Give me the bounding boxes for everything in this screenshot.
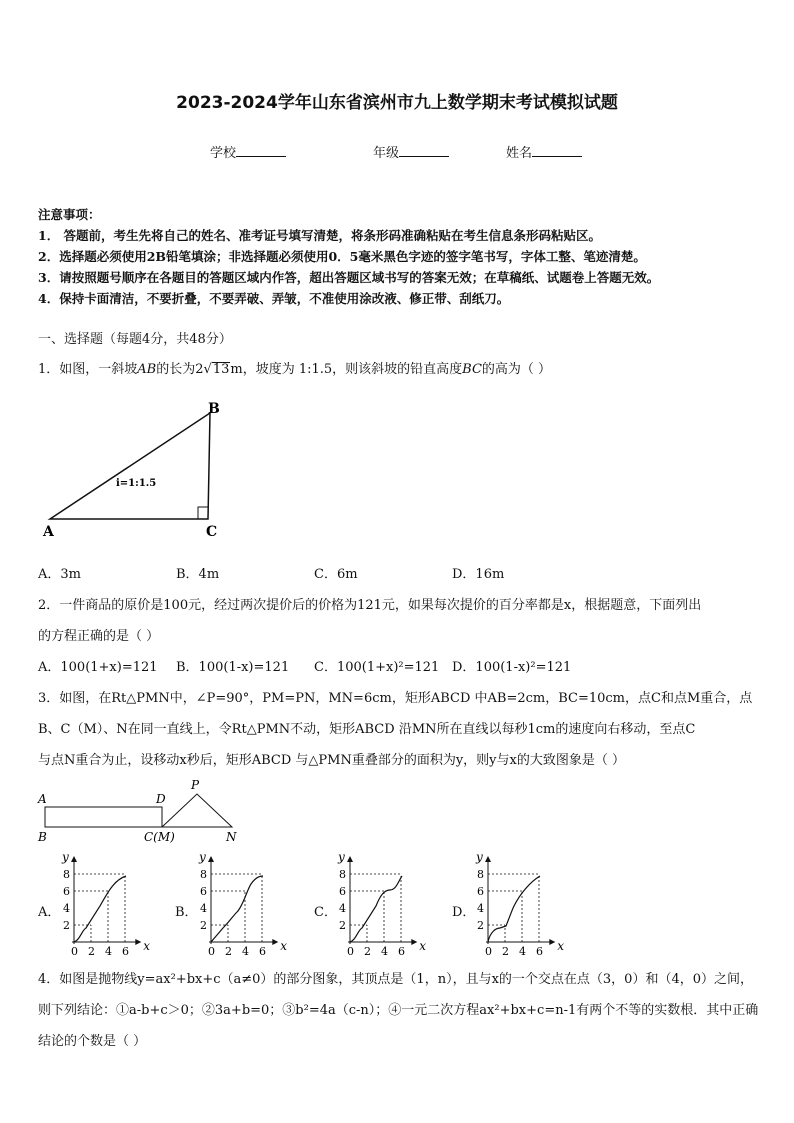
sqrt-icon: √ (203, 362, 212, 377)
note-item: 4．保持卡面清洁，不要折叠，不要弄破、弄皱，不准使用涂改液、修正带、刮纸刀。 (38, 291, 510, 306)
y-tick-label: 6 (477, 885, 484, 898)
right-angle-mark (198, 507, 208, 519)
curve-d (488, 876, 540, 942)
page-title: 2023-2024学年山东省滨州市九上数学期末考试模拟试题 (176, 93, 618, 113)
y-tick-label: 4 (477, 902, 484, 915)
y-tick-label: 8 (63, 868, 70, 881)
x-axis-label: x (280, 939, 288, 953)
question-1 (38, 358, 551, 377)
label-b: B (38, 830, 47, 844)
y-tick-label: 6 (339, 885, 346, 898)
triangle-pmn (162, 794, 232, 827)
y-axis-arrow-icon (347, 856, 353, 862)
x-tick-label: 4 (105, 945, 112, 958)
curve-b (211, 876, 263, 942)
note-item: 3．请按照题号顺序在各题目的答题区域内作答，超出答题区域书写的答案无效；在草稿纸、试题卷上答题无效。 (38, 270, 660, 285)
y-axis-label: y (62, 850, 69, 864)
q1-text: 1．如图，一斜坡 (38, 362, 138, 377)
y-tick-label: 8 (339, 868, 346, 881)
x-tick-label: 2 (225, 945, 232, 958)
q3-option-a[interactable]: A． (38, 905, 61, 920)
x-tick-label: 2 (502, 945, 509, 958)
q3-graph-c[interactable] (332, 850, 432, 958)
x-axis-arrow-icon (411, 939, 417, 945)
q1-radicand: 13 (212, 362, 230, 377)
y-axis-arrow-icon (485, 856, 491, 862)
q1-option-c[interactable]: C．6m (314, 567, 358, 582)
x-tick-label: 0 (347, 945, 354, 958)
label-p: P (191, 778, 200, 792)
x-tick-label: 0 (71, 945, 78, 958)
q3-graph-b[interactable] (193, 850, 293, 958)
x-tick-label: 4 (519, 945, 526, 958)
q1-coef: 2 (195, 362, 204, 377)
x-tick-label: 6 (536, 945, 543, 958)
note-item: 2．选择题必须使用2B铅笔填涂；非选择题必须使用0．5毫米黑色字迹的签字笔书写，字体工整、笔迹清楚。 (38, 249, 646, 264)
grade-label: 年级 (373, 146, 400, 161)
question-4-line3: 结论的个数是（ ） (38, 1034, 147, 1049)
label-b: B (208, 401, 220, 417)
q3-graph-d[interactable] (470, 850, 570, 958)
y-axis-label: y (199, 850, 206, 864)
q1-option-b[interactable]: B．4m (176, 567, 220, 582)
x-tick-label: 6 (398, 945, 405, 958)
question-4-line2: 则下列结论：①a-b+c＞0；②3a+b=0；③b²=4a（c-n）；④一元二次方程ax²+bx+c=n-1有两个不等的实数根．其中正确 (38, 1003, 759, 1018)
question-2-line1: 2．一件商品的原价是100元，经过两次提价后的价格为121元，如果每次提价的百分率都是x，根据题意，下面列出 (38, 598, 702, 613)
q3-graph-a[interactable] (56, 850, 156, 958)
curve-a (74, 876, 126, 942)
y-tick-label: 4 (200, 902, 207, 915)
q1-text: m，坡度为 1:1.5，则该斜坡的铅直高度 (230, 362, 463, 377)
rectangle-abcd (45, 807, 162, 827)
y-tick-label: 2 (339, 919, 346, 932)
slope-label: i=1:1.5 (116, 478, 157, 489)
q2-option-b[interactable]: B．100(1-x)=121 (176, 660, 290, 675)
y-tick-label: 2 (63, 919, 70, 932)
x-axis-arrow-icon (272, 939, 278, 945)
label-d: D (156, 792, 166, 806)
x-axis-label: x (557, 939, 565, 953)
q3-option-b[interactable]: B． (175, 905, 198, 920)
notes-block (38, 204, 659, 309)
x-tick-label: 6 (122, 945, 129, 958)
x-tick-label: 2 (364, 945, 371, 958)
notes-heading: 注意事项： (38, 207, 101, 222)
label-a: A (38, 792, 47, 806)
x-tick-label: 6 (259, 945, 266, 958)
label-cm: C(M) (144, 830, 175, 844)
x-axis-label: x (419, 939, 427, 953)
x-axis-arrow-icon (135, 939, 141, 945)
y-tick-label: 6 (200, 885, 207, 898)
grade-field[interactable] (373, 142, 449, 161)
q3-option-d[interactable]: D． (452, 905, 476, 920)
question-2-line2: 的方程正确的是（ ） (38, 629, 160, 644)
slope-triangle (50, 413, 210, 519)
label-n: N (226, 830, 237, 844)
q1-figure (38, 396, 238, 542)
curve-c (350, 876, 402, 942)
y-tick-label: 2 (477, 919, 484, 932)
question-4-line1: 4．如图是抛物线y=ax²+bx+c（a≠0）的部分图象，其顶点是（1，n），且与x的一个交点在点（3，0）和（4，0）之间， (38, 972, 753, 987)
y-tick-label: 6 (63, 885, 70, 898)
q2-option-a[interactable]: A．100(1+x)=121 (38, 660, 158, 675)
name-blank[interactable] (532, 144, 582, 157)
y-tick-label: 4 (339, 902, 346, 915)
q1-bc: BC (462, 362, 482, 377)
q3-figure (36, 778, 246, 848)
q1-option-a[interactable]: A．3m (38, 567, 81, 582)
x-tick-label: 4 (242, 945, 249, 958)
label-a: A (43, 524, 54, 540)
q1-text: 的长为 (156, 362, 196, 377)
question-3-line2: B、C（M）、N在同一直线上，令Rt△PMN不动，矩形ABCD 沿MN所在直线以每秒1cm的速度向右移动，至点C (38, 722, 696, 737)
x-tick-label: 0 (485, 945, 492, 958)
y-tick-label: 8 (200, 868, 207, 881)
school-field[interactable] (210, 142, 286, 161)
x-tick-label: 2 (88, 945, 95, 958)
y-axis-arrow-icon (71, 856, 77, 862)
section-heading: 一、选择题（每题4分，共48分） (38, 332, 232, 347)
question-3-line3: 与点N重合为止，设移动x秒后，矩形ABCD 与△PMN重叠部分的面积为y，则y与x的大致图象是（ ） (38, 753, 625, 768)
school-blank[interactable] (236, 144, 286, 157)
name-label: 姓名 (506, 146, 533, 161)
q1-ab: AB (137, 362, 157, 377)
q2-option-c[interactable]: C．100(1+x)²=121 (314, 660, 440, 675)
y-tick-label: 4 (63, 902, 70, 915)
q3-option-c[interactable]: C． (314, 905, 337, 920)
y-axis-label: y (476, 850, 483, 864)
q1-text: 的高为（ ） (481, 362, 552, 377)
x-axis-arrow-icon (549, 939, 555, 945)
note-item: 1． 答题前，考生先将自己的姓名、准考证号填写清楚，将条形码准确粘贴在考生信息条形码粘贴区。 (38, 228, 602, 243)
y-tick-label: 2 (200, 919, 207, 932)
school-label: 学校 (210, 146, 237, 161)
y-axis-label: y (338, 850, 345, 864)
question-3-line1: 3．如图，在Rt△PMN中，∠P=90°，PM=PN，MN=6cm，矩形ABCD 中AB=2cm，BC=10cm，点C和点M重合，点 (38, 691, 753, 706)
x-tick-label: 4 (381, 945, 388, 958)
label-c: C (206, 524, 218, 540)
grade-blank[interactable] (399, 144, 449, 157)
y-axis-arrow-icon (208, 856, 214, 862)
y-tick-label: 8 (477, 868, 484, 881)
name-field[interactable] (506, 142, 582, 161)
q2-option-d[interactable]: D．100(1-x)²=121 (452, 660, 572, 675)
x-tick-label: 0 (208, 945, 215, 958)
q1-option-d[interactable]: D．16m (452, 567, 505, 582)
x-axis-label: x (143, 939, 151, 953)
